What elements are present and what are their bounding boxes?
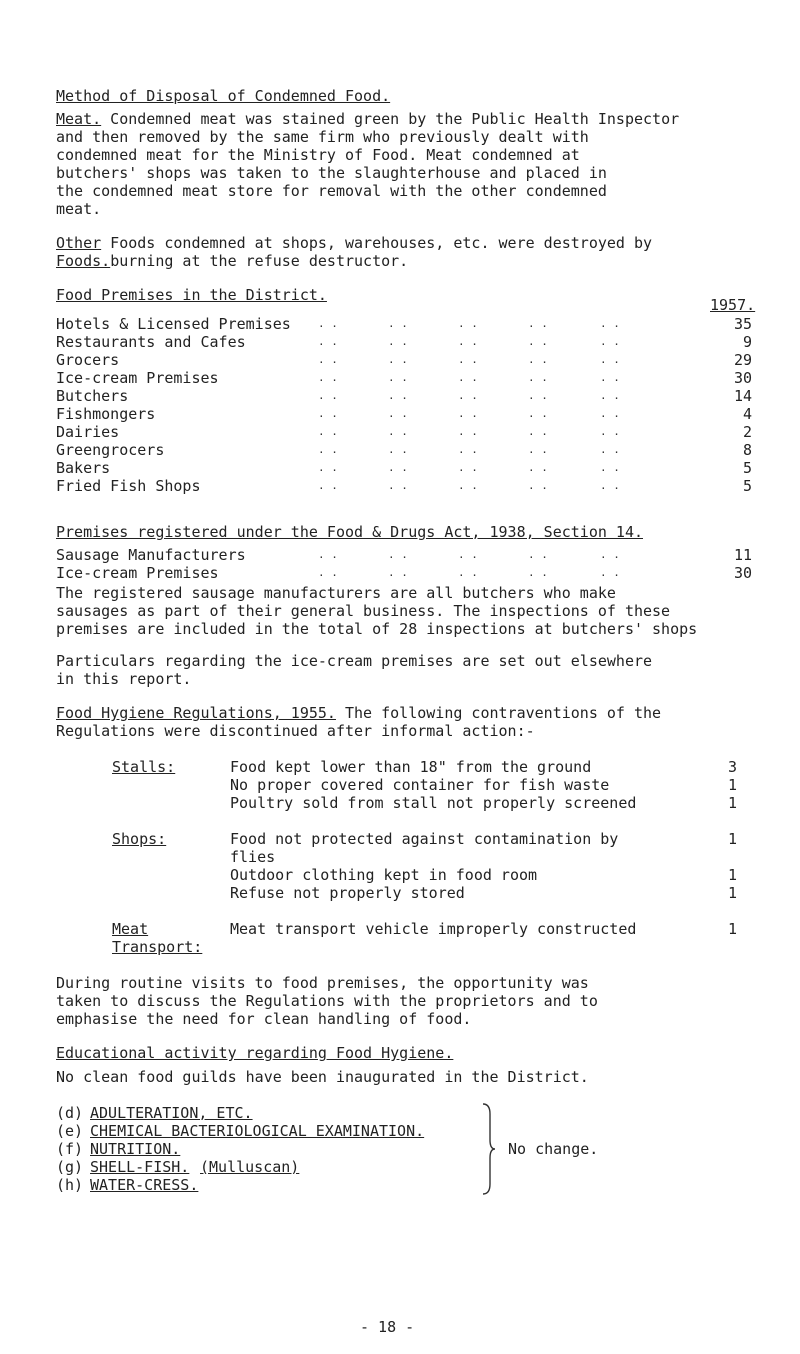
other-label: Other: [56, 234, 102, 252]
premises-year: 1957.: [710, 296, 756, 314]
leader-dots: . .: [528, 461, 548, 474]
registered-para-line-3: premises are included in the total of 28 inspections at butchers' shops: [56, 620, 698, 638]
leader-dots: . .: [458, 479, 478, 492]
leader-dots: . .: [600, 566, 620, 579]
list-key-f: (f): [56, 1140, 84, 1158]
stalls-item-1: Food kept lower than 18" from the ground: [230, 758, 592, 776]
leader-dots: . .: [388, 335, 408, 348]
leader-dots: . .: [458, 407, 478, 420]
meat-line-2: and then removed by the same firm who previously dealt with: [56, 128, 589, 146]
leader-dots: . .: [600, 317, 620, 330]
leader-dots: . .: [528, 317, 548, 330]
stalls-item-3: Poultry sold from stall not properly screened: [230, 794, 637, 812]
leader-dots: . .: [458, 548, 478, 561]
leader-dots: . .: [528, 407, 548, 420]
right-brace: [480, 1102, 496, 1196]
other-line-2: [56, 252, 408, 270]
leader-dots: . .: [528, 353, 548, 366]
leader-dots: . .: [458, 443, 478, 456]
list-key-g: (g): [56, 1158, 84, 1176]
premises-row-name: Butchers: [56, 387, 129, 405]
leader-dots: . .: [318, 335, 338, 348]
meat-text-1: Condemned meat was stained green by the Public Health Inspector: [101, 110, 680, 128]
premises-row-value: 9: [742, 333, 752, 351]
shops-item-4: Refuse not properly stored: [230, 884, 465, 902]
meat-line-1: [56, 110, 679, 128]
leader-dots: . .: [318, 443, 338, 456]
page-number: - 18 -: [360, 1318, 415, 1336]
education-heading: Educational activity regarding Food Hygiene.: [56, 1044, 454, 1062]
premises-row-value: 4: [742, 405, 752, 423]
leader-dots: . .: [388, 371, 408, 384]
stalls-count-2: 1: [728, 776, 738, 794]
registered-para2-line-1: Particulars regarding the ice-cream premises are set out elsewhere: [56, 652, 653, 670]
no-change-status: No change.: [508, 1140, 599, 1158]
leader-dots: . .: [528, 443, 548, 456]
premises-row-name: Greengrocers: [56, 441, 165, 459]
shops-label: Shops:: [112, 830, 167, 848]
leader-dots: . .: [528, 566, 548, 579]
leader-dots: . .: [528, 335, 548, 348]
premises-row-value: 5: [742, 477, 752, 495]
leader-dots: . .: [600, 479, 620, 492]
leader-dots: . .: [528, 371, 548, 384]
education-line: No clean food guilds have been inaugurated in the District.: [56, 1068, 589, 1086]
list-item-e: CHEMICAL BACTERIOLOGICAL EXAMINATION.: [90, 1122, 425, 1140]
meat-line-5: the condemned meat store for removal with the other condemned: [56, 182, 607, 200]
hygiene-text-1: The following contraventions of the: [335, 704, 662, 722]
registered-para2-line-2: in this report.: [56, 670, 192, 688]
premises-row-value: 14: [733, 387, 752, 405]
premises-row-value: 30: [733, 369, 752, 387]
list-item-d: ADULTERATION, ETC.: [90, 1104, 253, 1122]
meat-line-6: meat.: [56, 200, 102, 218]
premises-row-name: Ice-cream Premises: [56, 369, 219, 387]
premises-row-name: Bakers: [56, 459, 111, 477]
shops-item-2: flies: [230, 848, 276, 866]
list-key-d: (d): [56, 1104, 84, 1122]
routine-line-2: taken to discuss the Regulations with the proprietors and to: [56, 992, 598, 1010]
stalls-count-3: 1: [728, 794, 738, 812]
leader-dots: . .: [388, 389, 408, 402]
stalls-label: Stalls:: [112, 758, 176, 776]
leader-dots: . .: [600, 461, 620, 474]
leader-dots: . .: [528, 389, 548, 402]
leader-dots: . .: [318, 371, 338, 384]
leader-dots: . .: [600, 353, 620, 366]
leader-dots: . .: [318, 407, 338, 420]
leader-dots: . .: [388, 353, 408, 366]
foods-label: Foods.: [56, 252, 111, 270]
meat-transport-count-1: 1: [728, 920, 738, 938]
list-item-g-extra: (Mulluscan): [200, 1158, 300, 1176]
leader-dots: . .: [388, 407, 408, 420]
registered-para-line-2: sausages as part of their general business. The inspections of these: [56, 602, 671, 620]
premises-row-name: Grocers: [56, 351, 120, 369]
premises-row-name: Dairies: [56, 423, 120, 441]
leader-dots: . .: [528, 425, 548, 438]
premises-row-name: Hotels & Licensed Premises: [56, 315, 291, 333]
leader-dots: . .: [458, 461, 478, 474]
list-key-e: (e): [56, 1122, 84, 1140]
shops-count-4: 1: [728, 884, 738, 902]
leader-dots: . .: [600, 335, 620, 348]
leader-dots: . .: [388, 443, 408, 456]
shops-item-3: Outdoor clothing kept in food room: [230, 866, 538, 884]
leader-dots: . .: [458, 353, 478, 366]
leader-dots: . .: [458, 335, 478, 348]
leader-dots: . .: [388, 461, 408, 474]
leader-dots: . .: [528, 479, 548, 492]
leader-dots: . .: [318, 548, 338, 561]
other-line-1: [56, 234, 652, 252]
leader-dots: . .: [318, 389, 338, 402]
leader-dots: . .: [318, 425, 338, 438]
meat-transport-item-1: Meat transport vehicle improperly constructed: [230, 920, 637, 938]
leader-dots: . .: [318, 566, 338, 579]
premises-row-value: 2: [742, 423, 752, 441]
stalls-count-1: 3: [728, 758, 738, 776]
leader-dots: . .: [388, 548, 408, 561]
registered-row-name: Sausage Manufacturers: [56, 546, 246, 564]
premises-heading: Food Premises in the District.: [56, 286, 327, 304]
leader-dots: . .: [388, 566, 408, 579]
leader-dots: . .: [600, 548, 620, 561]
leader-dots: . .: [600, 443, 620, 456]
meat-line-4: butchers' shops was taken to the slaughterhouse and placed in: [56, 164, 607, 182]
registered-row-value: 11: [733, 546, 752, 564]
leader-dots: . .: [318, 479, 338, 492]
leader-dots: . .: [600, 371, 620, 384]
list-item-f: NUTRITION.: [90, 1140, 181, 1158]
leader-dots: . .: [318, 461, 338, 474]
leader-dots: . .: [388, 317, 408, 330]
list-item-h: WATER-CRESS.: [90, 1176, 199, 1194]
premises-row-value: 8: [742, 441, 752, 459]
routine-line-1: During routine visits to food premises, the opportunity was: [56, 974, 589, 992]
meat-transport-label: Meat: [112, 920, 149, 938]
leader-dots: . .: [458, 371, 478, 384]
premises-row-name: Fishmongers: [56, 405, 156, 423]
list-key-h: (h): [56, 1176, 84, 1194]
leader-dots: . .: [458, 425, 478, 438]
leader-dots: . .: [600, 389, 620, 402]
premises-row-value: 35: [733, 315, 752, 333]
meat-transport-label-2: Transport:: [112, 938, 203, 956]
leader-dots: . .: [458, 317, 478, 330]
hygiene-heading: Food Hygiene Regulations, 1955.: [56, 704, 336, 722]
premises-row-value: 5: [742, 459, 752, 477]
list-item-g: SHELL-FISH.: [90, 1158, 190, 1176]
premises-row-value: 29: [733, 351, 752, 369]
meat-label: Meat.: [56, 110, 102, 128]
stalls-item-2: No proper covered container for fish waste: [230, 776, 610, 794]
shops-count-1: 1: [728, 830, 738, 848]
shops-count-3: 1: [728, 866, 738, 884]
registered-para-line-1: The registered sausage manufacturers are all butchers who make: [56, 584, 616, 602]
premises-row-name: Fried Fish Shops: [56, 477, 201, 495]
routine-line-3: emphasise the need for clean handling of food.: [56, 1010, 472, 1028]
registered-row-value: 30: [733, 564, 752, 582]
leader-dots: . .: [388, 425, 408, 438]
leader-dots: . .: [458, 389, 478, 402]
other-text-1: Foods condemned at shops, warehouses, etc. were destroyed by: [101, 234, 653, 252]
other-text-2: burning at the refuse destructor.: [110, 252, 409, 270]
meat-line-3: condemned meat for the Ministry of Food. Meat condemned at: [56, 146, 580, 164]
shops-item-1: Food not protected against contamination by: [230, 830, 619, 848]
hygiene-line-2: Regulations were discontinued after informal action:-: [56, 722, 535, 740]
leader-dots: . .: [528, 548, 548, 561]
leader-dots: . .: [318, 317, 338, 330]
premises-row-name: Restaurants and Cafes: [56, 333, 246, 351]
hygiene-line-1: [56, 704, 661, 722]
leader-dots: . .: [458, 566, 478, 579]
leader-dots: . .: [600, 407, 620, 420]
registered-row-name: Ice-cream Premises: [56, 564, 219, 582]
registered-heading: Premises registered under the Food & Drugs Act, 1938, Section 14.: [56, 523, 643, 541]
leader-dots: . .: [318, 353, 338, 366]
method-heading: Method of Disposal of Condemned Food.: [56, 87, 391, 105]
leader-dots: . .: [388, 479, 408, 492]
leader-dots: . .: [600, 425, 620, 438]
